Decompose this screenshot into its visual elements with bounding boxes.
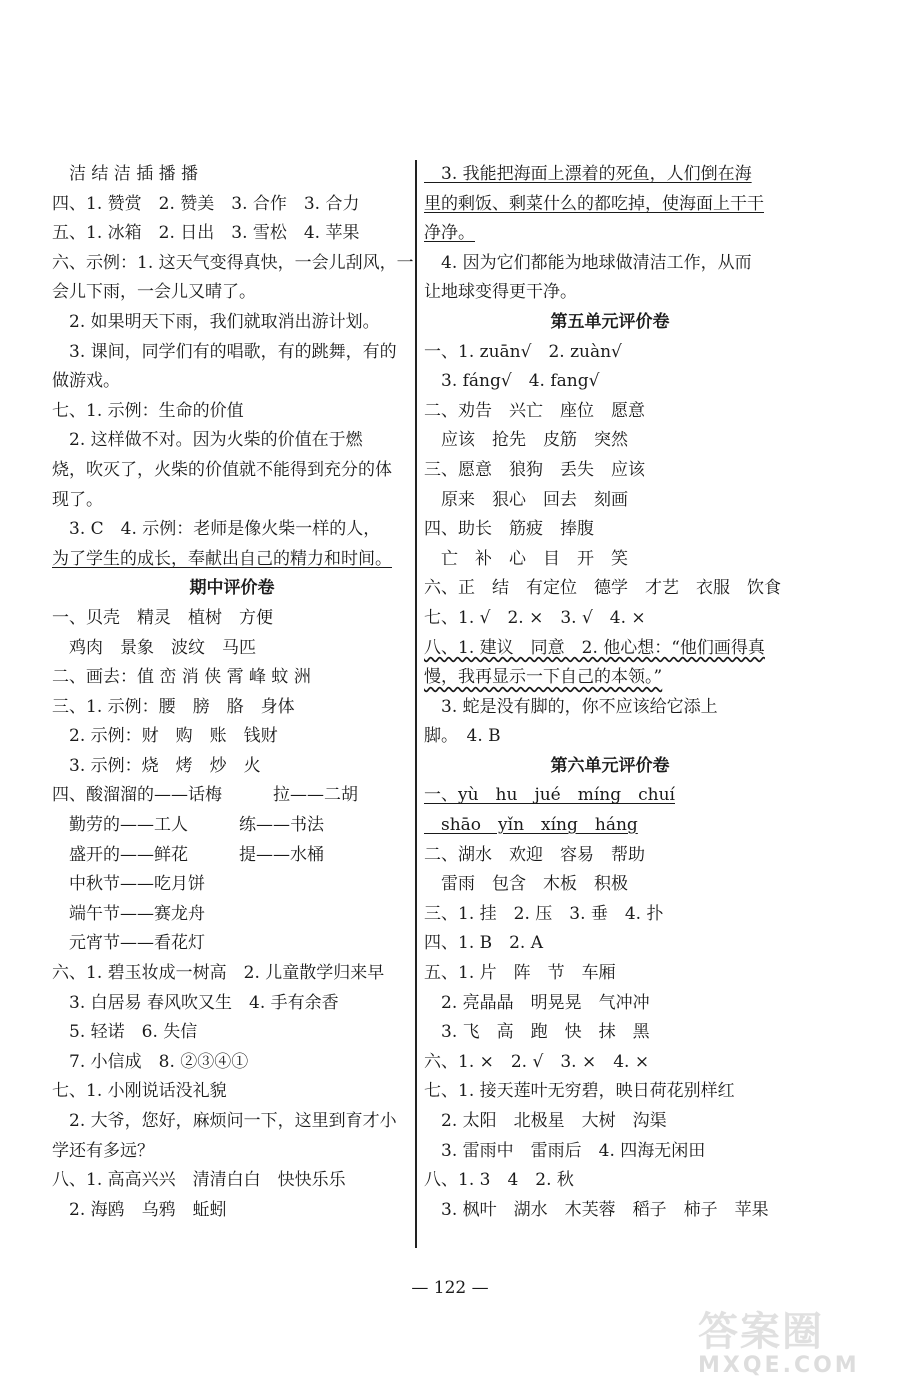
- section-heading: 第五单元评价卷: [550, 311, 670, 332]
- text-line: 四、1. B 2. A: [424, 933, 544, 954]
- text-line: 一、yù hu jué míng chuí: [424, 785, 675, 806]
- right-column: [424, 160, 796, 1225]
- watermark-url: MXQE.COM: [698, 1353, 860, 1378]
- text-line: 雷雨 包含 木板 积极: [424, 874, 628, 895]
- text-line: 学还有多远？: [52, 1140, 154, 1161]
- text-line: 七、1. 小刚说话没礼貌: [52, 1081, 227, 1102]
- text-line: 元宵节——看花灯: [52, 933, 205, 954]
- text-line: 让地球变得更干净。: [424, 282, 577, 303]
- text-line: 2. 大爷，您好，麻烦问一下，这里到育才小: [52, 1111, 397, 1131]
- left-column: [52, 160, 412, 1225]
- text-line: 3. 白居易 春风吹又生 4. 手有余香: [52, 992, 339, 1013]
- text-line: 鸡肉 景象 波纹 马匹: [52, 637, 256, 658]
- text-line: 2. 如果明天下雨，我们就取消出游计划。: [52, 311, 380, 332]
- text-line: 3. fáng√ 4. fang√: [424, 371, 600, 392]
- text-line: 洁 结 洁 插 播 播: [52, 164, 199, 184]
- text-line: 二、劝告 兴亡 座位 愿意: [424, 400, 645, 421]
- watermark-title: 答案圈: [698, 1309, 824, 1355]
- column-divider: [415, 160, 417, 1248]
- text-line: 为了学生的成长，奉献出自己的精力和时间。: [52, 548, 392, 569]
- text-line: 2. 这样做不对。因为火柴的价值在于燃: [52, 430, 363, 451]
- text-line: 3. 我能把海面上漂着的死鱼，人们倒在海: [424, 164, 752, 184]
- text-line: 慢，我再显示一下自己的本领。”: [424, 667, 663, 688]
- text-line: 三、1. 示例：腰 膀 胳 身体: [52, 696, 295, 717]
- text-line: 三、愿意 狼狗 丢失 应该: [424, 459, 645, 480]
- text-line: 做游戏。: [52, 371, 120, 392]
- text-line: 2. 海鸥 乌鸦 蚯蚓: [52, 1199, 227, 1220]
- text-line: 七、1. 接天莲叶无穷碧，映日荷花别样红: [424, 1081, 735, 1102]
- text-line: 六、1. × 2. √ 3. × 4. ×: [424, 1051, 650, 1072]
- text-line: 四、酸溜溜的——话梅 拉——二胡: [52, 785, 358, 806]
- text-line: 应该 抢先 皮筋 突然: [424, 430, 628, 451]
- page-number: — 122 —: [411, 1278, 489, 1298]
- text-line: 二、画去：值 峦 消 侠 霄 峰 蚊 洲: [52, 667, 311, 688]
- text-line: 勤劳的——工人 练——书法: [52, 815, 324, 836]
- watermark-logo: [698, 1300, 888, 1382]
- text-line: 五、1. 冰箱 2. 日出 3. 雪松 4. 苹果: [52, 223, 360, 244]
- text-line: 3. 雷雨中 雷雨后 4. 四海无闲田: [424, 1140, 706, 1161]
- text-line: 亡 补 心 目 开 笑: [424, 548, 628, 569]
- text-line: 5. 轻诺 6. 失信: [52, 1022, 198, 1043]
- text-line: 五、1. 片 阵 节 车厢: [424, 963, 616, 984]
- text-line: 八、1. 3 4 2. 秋: [424, 1170, 574, 1191]
- text-line: 八、1. 高高兴兴 清清白白 快快乐乐: [52, 1170, 346, 1191]
- text-line: 2. 示例：财 购 账 钱财: [52, 726, 278, 747]
- section-heading: 第六单元评价卷: [550, 755, 670, 776]
- text-line: 七、1. √ 2. × 3. √ 4. ×: [424, 607, 646, 628]
- section-heading: 期中评价卷: [189, 578, 275, 599]
- text-line: 脚。 4. B: [424, 726, 501, 747]
- text-line: 盛开的——鲜花 提——水桶: [52, 844, 324, 865]
- text-line: 3. 示例：烧 烤 炒 火: [52, 755, 261, 776]
- text-line: 3. 飞 高 跑 快 抹 黑: [424, 1022, 650, 1043]
- text-line: 六、1. 碧玉妆成一树高 2. 儿童散学归来早: [52, 963, 385, 984]
- text-line: 会儿下雨，一会儿又晴了。: [52, 282, 256, 303]
- text-line: 3. 蛇是没有脚的，你不应该给它添上: [424, 696, 718, 717]
- text-line: 4. 因为它们都能为地球做清洁工作，从而: [424, 252, 752, 273]
- text-line: 3. 枫叶 湖水 木芙蓉 稻子 柿子 苹果: [424, 1199, 769, 1220]
- text-line: 二、湖水 欢迎 容易 帮助: [424, 844, 645, 865]
- text-line: 三、1. 挂 2. 压 3. 垂 4. 扑: [424, 903, 664, 924]
- text-line: 净净。: [424, 223, 475, 244]
- text-line: 烧，吹灭了，火柴的价值就不能得到充分的体: [52, 459, 392, 480]
- text-line: 7. 小信成 8. ②③④①: [52, 1051, 249, 1072]
- text-line: 一、1. zuān√ 2. zuàn√: [424, 341, 622, 362]
- text-line: 现了。: [52, 489, 103, 510]
- text-line: 七、1. 示例：生命的价值: [52, 400, 244, 421]
- text-line: 中秋节——吃月饼: [52, 874, 205, 895]
- text-line: 六、示例：1. 这天气变得真快，一会儿刮风，一: [52, 252, 414, 273]
- text-line: 3. C 4. 示例：老师是像火柴一样的人，: [52, 519, 381, 540]
- text-line: 六、正 结 有定位 德学 才艺 衣服 饮食: [424, 578, 781, 599]
- text-line: 四、助长 筋疲 捧腹: [424, 519, 594, 540]
- text-line: shāo yǐn xíng háng: [424, 815, 638, 836]
- text-line: 2. 亮晶晶 明晃晃 气冲冲: [424, 992, 650, 1013]
- text-line: 里的剩饭、剩菜什么的都吃掉，使海面上干干: [424, 193, 764, 214]
- text-line: 端午节——赛龙舟: [52, 903, 205, 924]
- text-line: 2. 太阳 北极星 大树 沟渠: [424, 1111, 667, 1131]
- text-line: 四、1. 赞赏 2. 赞美 3. 合作 3. 合力: [52, 193, 360, 214]
- text-line: 八、1. 建议 同意 2. 他心想：“他们画得真: [424, 637, 765, 658]
- text-line: 3. 课间，同学们有的唱歌，有的跳舞，有的: [52, 341, 397, 362]
- text-line: 一、贝壳 精灵 植树 方便: [52, 607, 273, 628]
- text-line: 原来 狠心 回去 刻画: [424, 489, 628, 510]
